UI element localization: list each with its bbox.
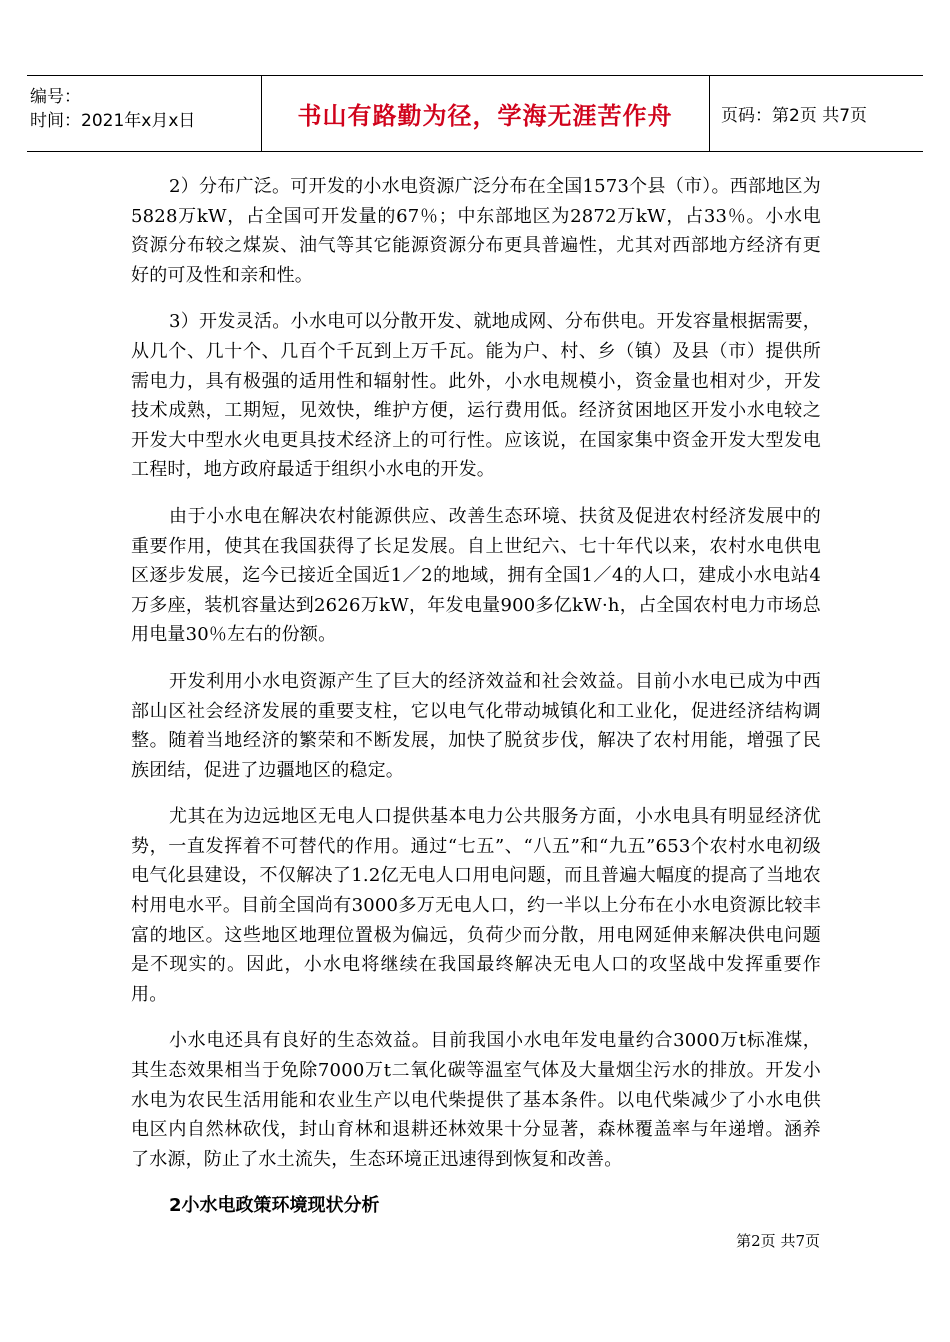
time-label: 时间：2021年x月x日 <box>30 111 196 131</box>
paragraph: 2）分布广泛。可开发的小水电资源广泛分布在全国1573个县（市）。西部地区为5828万kW，占全国可开发量的67％；中东部地区为2872万kW，占33％。小水电资源分布较之煤炭、油气等其它能源资源分布更具普遍性，尤其对西部地方经济有更好的可及性和亲和性。 <box>131 176 821 286</box>
section-heading: 2小水电政策环境现状分析 <box>169 1195 380 1217</box>
paragraph: 3）开发灵活。小水电可以分散开发、就地成网、分布供电。开发容量根据需要，从几个、几十个、几百个千瓦到上万千瓦。能为户、村、乡（镇）及县（市）提供所需电力，具有极强的适用性和辐射性。此外，小水电规模小，资金量也相对少，开发技术成熟，工期短，见效快，维护方便，运行费用低。经济贫困地区开发小水电较之开发大中型水火电更具技术经济上的可行性。应该说，在国家集中资金开发大型发电工程时，地方政府最适于组织小水电的开发。 <box>131 311 821 481</box>
code-label: 编号： <box>30 87 81 107</box>
page-header <box>27 75 923 152</box>
header-page-cell <box>709 76 923 151</box>
page-info: 页码：第2页 共7页 <box>721 106 868 126</box>
header-meta-cell <box>27 76 262 151</box>
paragraph: 由于小水电在解决农村能源供应、改善生态环境、扶贫及促进农村经济发展中的重要作用，使其在我国获得了长足发展。自上世纪六、七十年代以来，农村水电供电区逐步发展，迄今已接近全国近1／2的地域，拥有全国1／4的人口，建成小水电站4万多座，装机容量达到2626万kW，年发电量900多亿kW·h，占全国农村电力市场总用电量30％左右的份额。 <box>131 505 821 646</box>
paragraph: 小水电还具有良好的生态效益。目前我国小水电年发电量约合3000万t标准煤，其生态效果相当于免除7000万t二氧化碳等温室气体及大量烟尘污水的排放。开发小水电为农民生活用能和农业生产以电代柴提供了基本条件。以电代柴减少了小水电供电区内自然林砍伐，封山育林和退耕还林效果十分显著，森林覆盖率与年递增。涵养了水源，防止了水土流失，生态环境正迅速得到恢复和改善。 <box>131 1030 821 1170</box>
document-body <box>131 172 821 1221</box>
page-footer: 第2页 共7页 <box>736 1232 820 1250</box>
paragraph: 尤其在为边远地区无电人口提供基本电力公共服务方面，小水电具有明显经济优势，一直发挥着不可替代的作用。通过“七五”、“八五”和“九五”653个农村水电初级电气化县建设，不仅解决了1.2亿无电人口用电问题，而且普遍大幅度的提高了当地农村用电水平。目前全国尚有3000多万无电人口，约一半以上分布在小水电资源比较丰富的地区。这些地区地理位置极为偏远，负荷少而分散，用电网延伸来解决供电问题是不现实的。因此，小水电将继续在我国最终解决无电人口的攻坚战中发挥重要作用。 <box>131 806 821 1005</box>
motto-text: 书山有路勤为径，学海无涯苦作舟 <box>297 102 673 130</box>
paragraph: 开发利用小水电资源产生了巨大的经济效益和社会效益。目前小水电已成为中西部山区社会经济发展的重要支柱，它以电气化带动城镇化和工业化，促进经济结构调整。随着当地经济的繁荣和不断发展，加快了脱贫步伐，解决了农村用能，增强了民族团结，促进了边疆地区的稳定。 <box>131 670 821 781</box>
header-motto-cell <box>261 76 710 151</box>
